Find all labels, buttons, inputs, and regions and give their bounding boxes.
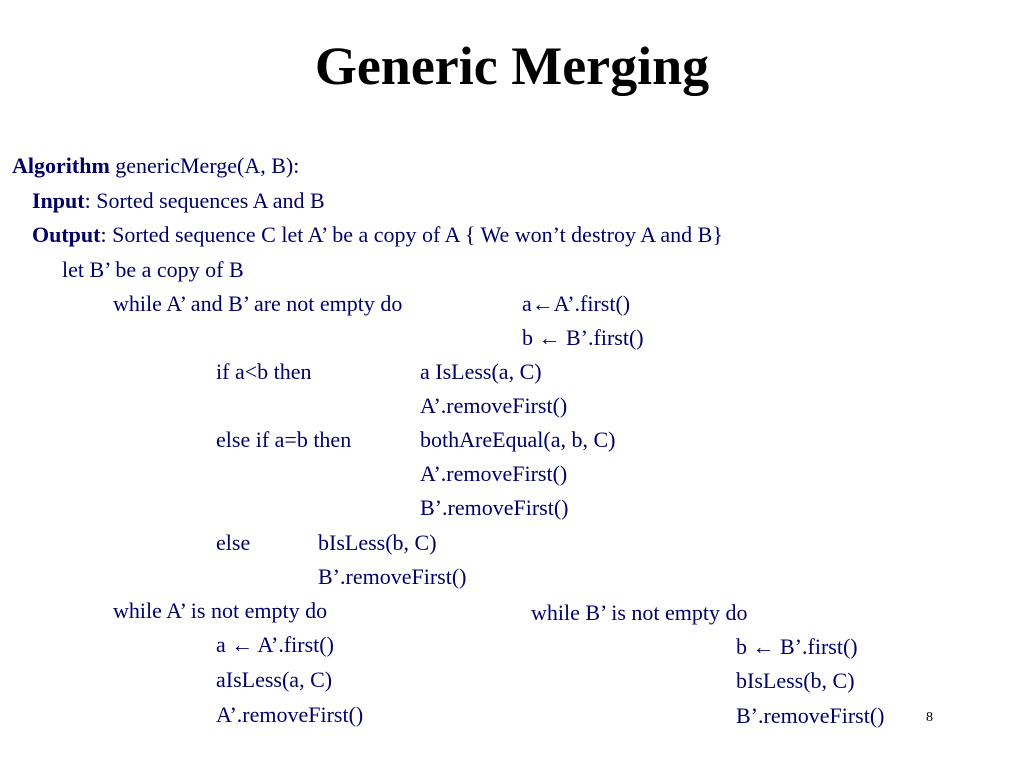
page-number: 8 xyxy=(926,710,933,725)
b-is-less-line-2: bIsLess(b, C) xyxy=(736,668,855,693)
while-a-line: while A’ is not empty do xyxy=(113,598,328,623)
output-line xyxy=(32,222,723,248)
a-first-line: a ← A’.first() xyxy=(216,632,334,657)
remove-b-line-3: B’.removeFirst() xyxy=(736,703,885,728)
b-first-line: b ← B’.first() xyxy=(736,634,858,659)
input-keyword: Input xyxy=(32,188,85,213)
b-is-less-line: bIsLess(b, C) xyxy=(318,530,437,555)
input-line xyxy=(32,188,325,214)
else-line: else xyxy=(216,530,251,555)
if-less-line: if a<b then xyxy=(216,359,312,384)
while-b-line: while B’ is not empty do xyxy=(531,600,748,625)
else-if-equal-line: else if a=b then xyxy=(216,427,352,452)
output-keyword: Output xyxy=(32,222,101,247)
remove-a-line-2: A’.removeFirst() xyxy=(420,461,568,486)
algorithm-header-line xyxy=(12,153,299,179)
remove-a-line-1: A’.removeFirst() xyxy=(420,393,568,418)
remove-b-line-1: B’.removeFirst() xyxy=(420,495,569,520)
slide-title: Generic Merging xyxy=(314,36,710,96)
while-main-line: while A’ and B’ are not empty do xyxy=(113,291,403,316)
remove-b-line-2: B’.removeFirst() xyxy=(318,564,467,589)
both-equal-line: bothAreEqual(a, b, C) xyxy=(420,427,616,452)
input-text: : Sorted sequences A and B xyxy=(84,188,325,213)
assign-b-line: b ← B’.first() xyxy=(522,325,644,350)
algorithm-signature: genericMerge(A, B): xyxy=(109,153,300,178)
a-is-less-line-2: aIsLess(a, C) xyxy=(216,667,333,692)
output-text: : Sorted sequence C let A’ be a copy of A { We won’t destroy A and B} xyxy=(100,222,723,247)
remove-a-line-3: A’.removeFirst() xyxy=(216,702,364,727)
let-b-line: let B’ be a copy of B xyxy=(62,257,244,282)
assign-a-line: a←A’.first() xyxy=(522,291,631,316)
algorithm-keyword: Algorithm xyxy=(12,153,110,178)
a-is-less-line: a IsLess(a, C) xyxy=(420,359,542,384)
